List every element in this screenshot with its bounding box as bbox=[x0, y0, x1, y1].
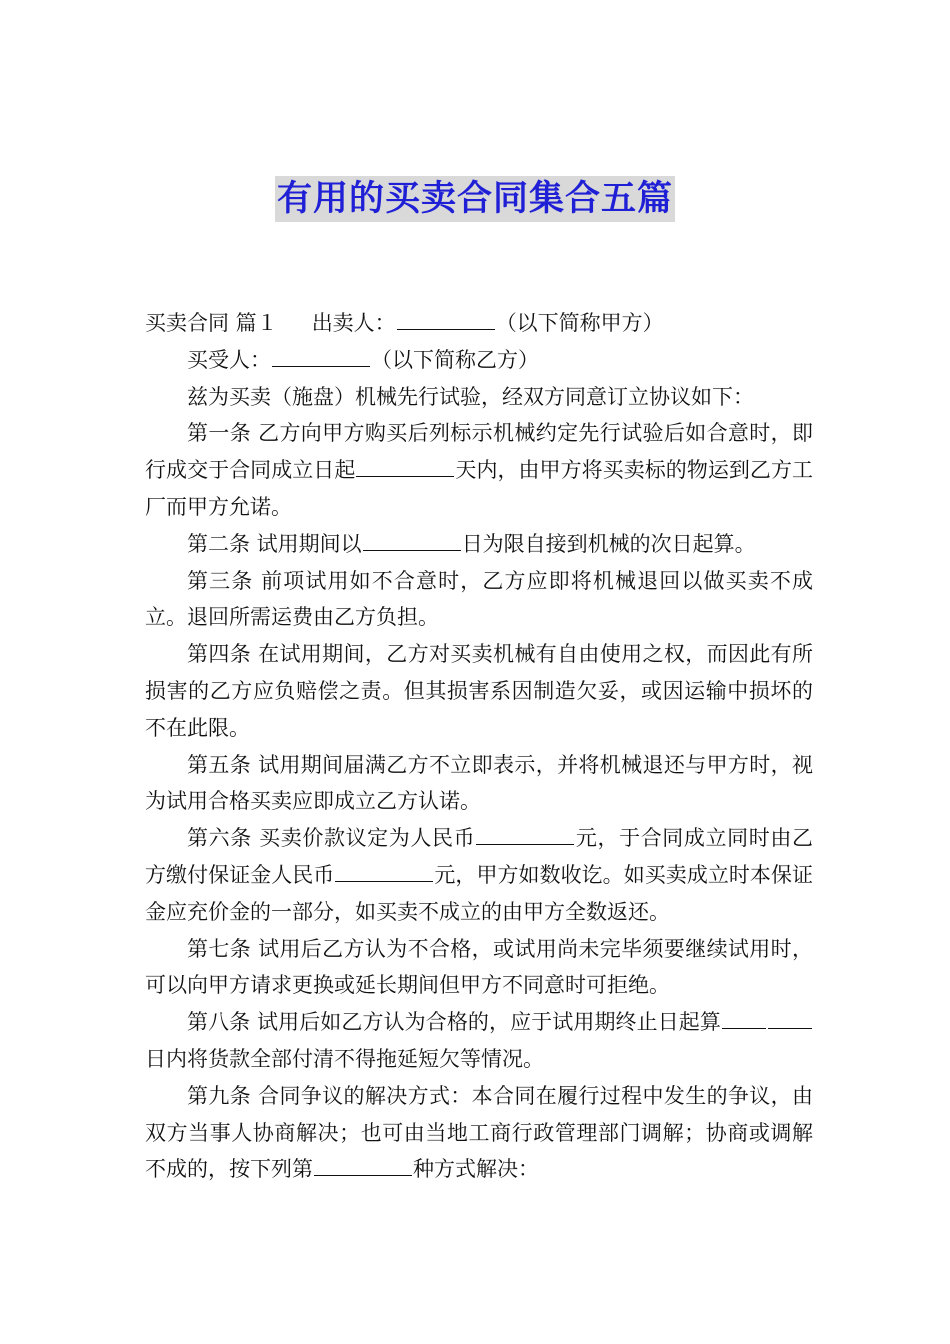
buyer-blank bbox=[272, 346, 370, 367]
article-5: 第五条 试用期间届满乙方不立即表示，并将机械退还与甲方时，视为试用合格买卖应即成立乙方认诺。 bbox=[145, 752, 813, 814]
article-9-text-a: 第九条 合同争议的解决方式：本合同在履行过程中发生的争议，由双方当事人协商解决；也可由当地工商行政管理部门调解；协商或调解不成的，按下列第 bbox=[145, 1083, 813, 1182]
title-container bbox=[0, 176, 950, 222]
payment-days-blank-1 bbox=[722, 1008, 766, 1029]
article-6-text-b: 元，于合同成立同时由乙方缴付保证金人民币 bbox=[145, 826, 813, 887]
article-2-text-a: 第二条 试用期间以 bbox=[187, 531, 362, 556]
article-9-text-b: 种方式解决： bbox=[413, 1157, 539, 1182]
payment-days-blank-2 bbox=[768, 1008, 812, 1029]
article-6 bbox=[145, 820, 813, 930]
article-3: 第三条 前项试用如不合意时，乙方应即将机械退回以做买卖不成立。退回所需运费由乙方负担。 bbox=[145, 568, 813, 630]
trial-days-blank bbox=[363, 530, 461, 551]
buyer-line bbox=[145, 342, 813, 379]
article-6-text-a: 第六条 买卖价款议定为人民币 bbox=[187, 826, 476, 851]
article-1 bbox=[145, 415, 813, 525]
buyer-suffix: （以下简称乙方） bbox=[371, 347, 539, 372]
contract-header-line bbox=[145, 305, 813, 342]
article-9 bbox=[145, 1078, 813, 1188]
method-blank bbox=[314, 1155, 412, 1176]
buyer-label: 买受人： bbox=[187, 347, 271, 372]
section-heading: 买卖合同 篇１ bbox=[145, 311, 278, 335]
article-8-text-a: 第八条 试用后如乙方认为合格的，应于试用期终止日起算 bbox=[187, 1010, 721, 1035]
deposit-blank bbox=[335, 861, 433, 882]
article-7: 第七条 试用后乙方认为不合格，或试用尚未完毕须要继续试用时，可以向甲方请求更换或延长期间但甲方不同意时可拒绝。 bbox=[145, 936, 813, 998]
article-2 bbox=[145, 526, 813, 563]
seller-suffix: （以下简称甲方） bbox=[495, 311, 664, 335]
days-blank bbox=[356, 456, 454, 477]
article-2-text-b: 日为限自接到机械的次日起算。 bbox=[461, 531, 756, 556]
article-6-text-c: 元，甲方如数收讫。如买卖成立时本保证金应充价金的一部分，如买卖不成立的由甲方全数返还。 bbox=[145, 862, 814, 924]
price-blank bbox=[476, 824, 574, 845]
article-1-text-a: 第一条 乙方向甲方购买后列标示机械约定先行试验后如合意时，即行成交于合同成立日起 bbox=[145, 421, 813, 483]
article-4: 第四条 在试用期间，乙方对买卖机械有自由使用之权，而因此有所损害的乙方应负赔偿之责。但其损害系因制造欠妥，或因运输中损坏的不在此限。 bbox=[145, 642, 813, 740]
seller-blank bbox=[397, 309, 495, 330]
article-8-text-b: 日内将货款全部付清不得拖延短欠等情况。 bbox=[145, 1046, 544, 1071]
document-title: 有用的买卖合同集合五篇 bbox=[275, 176, 675, 222]
article-1-text-b: 天内，由甲方将买卖标的物运到乙方工厂而甲方允诺。 bbox=[145, 458, 814, 519]
seller-label: 出卖人： bbox=[311, 311, 396, 335]
preamble-paragraph: 兹为买卖（施盘）机械先行试验，经双方同意订立协议如下： bbox=[187, 384, 754, 409]
article-8 bbox=[145, 1004, 813, 1078]
contract-body bbox=[145, 305, 813, 1188]
